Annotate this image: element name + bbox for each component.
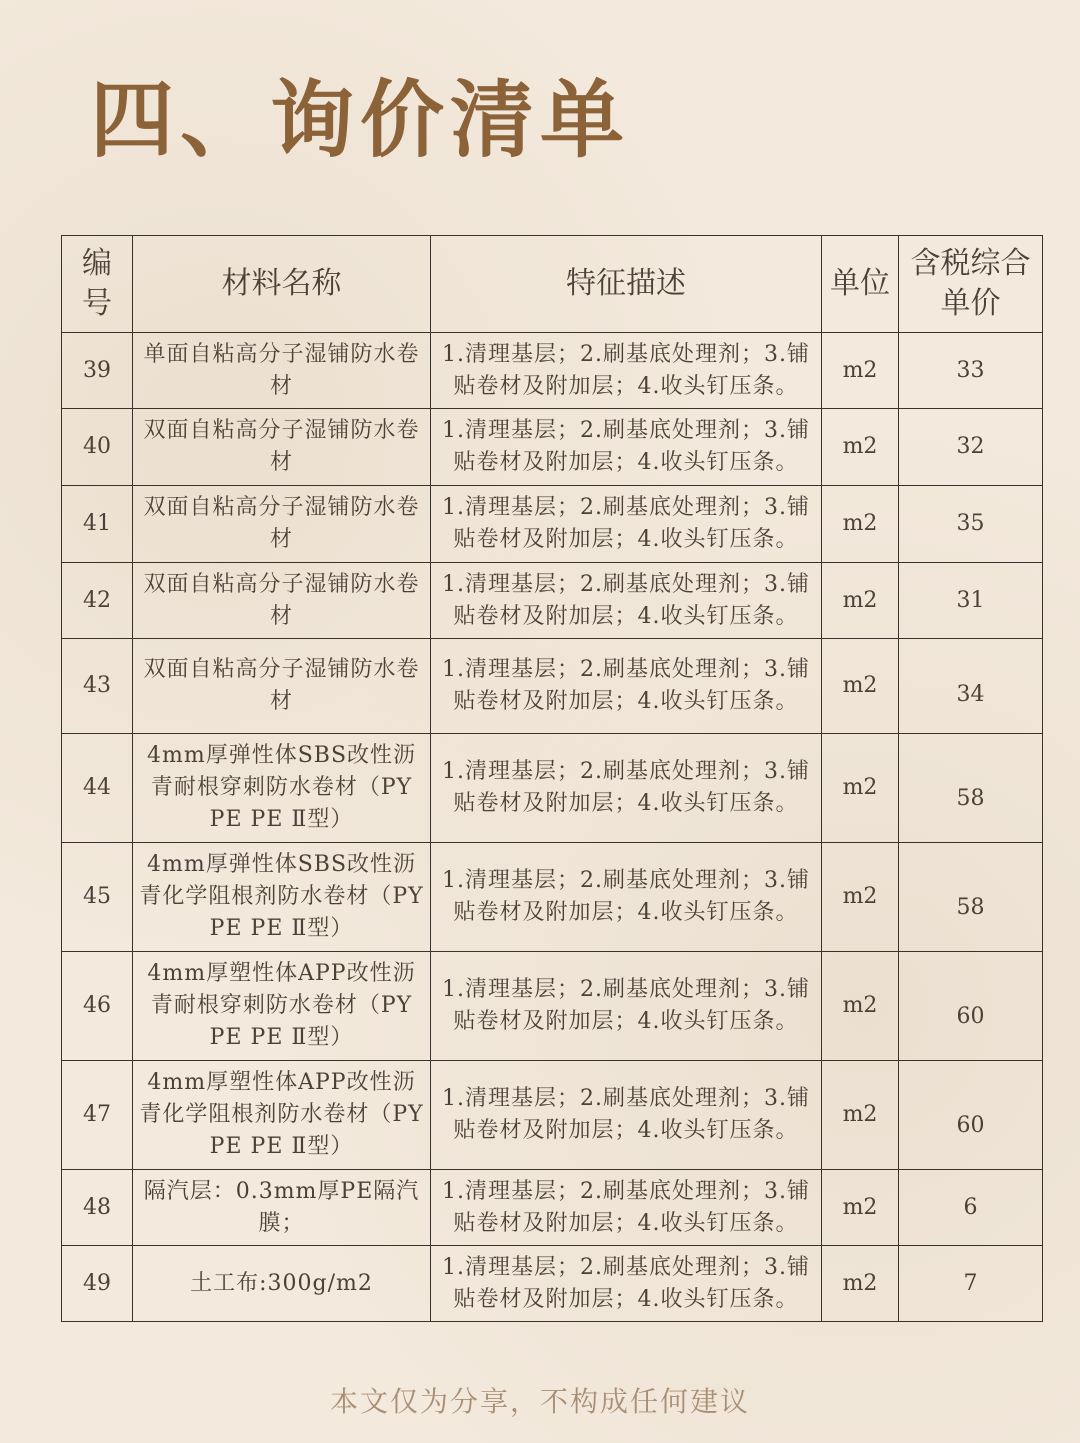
row-price: 7 [899,1246,1043,1322]
row-price: 58 [899,734,1043,843]
table-header-row [62,236,1043,333]
header-price: 含税综合单价 [899,236,1043,333]
table-row [62,639,1043,734]
row-name: 土工布:300g/m2 [133,1246,431,1322]
row-name: 双面自粘高分子湿铺防水卷材 [133,639,431,734]
row-unit: m2 [822,734,899,843]
table-row [62,1061,1043,1170]
row-desc: 1.清理基层；2.刷基底处理剂；3.铺贴卷材及附加层；4.收头钉压条。 [431,843,822,952]
row-name: 双面自粘高分子湿铺防水卷材 [133,563,431,639]
header-name: 材料名称 [133,236,431,333]
row-name: 双面自粘高分子湿铺防水卷材 [133,409,431,486]
row-id: 48 [62,1170,133,1246]
footer-disclaimer: 本文仅为分享，不构成任何建议 [329,1385,750,1418]
table-row [62,952,1043,1061]
row-unit: m2 [822,1170,899,1246]
row-id: 43 [62,639,133,734]
row-desc: 1.清理基层；2.刷基底处理剂；3.铺贴卷材及附加层；4.收头钉压条。 [431,333,822,409]
header-desc: 特征描述 [431,236,822,333]
row-id: 45 [62,843,133,952]
row-id: 42 [62,563,133,639]
row-price: 31 [899,563,1043,639]
row-desc: 1.清理基层；2.刷基底处理剂；3.铺贴卷材及附加层；4.收头钉压条。 [431,734,822,843]
row-id: 40 [62,409,133,486]
row-id: 47 [62,1061,133,1170]
row-id: 49 [62,1246,133,1322]
row-id: 46 [62,952,133,1061]
row-price: 34 [899,639,1043,734]
row-price: 6 [899,1170,1043,1246]
row-unit: m2 [822,843,899,952]
row-unit: m2 [822,409,899,486]
row-price: 33 [899,333,1043,409]
row-name: 4mm厚塑性体APP改性沥青化学阻根剂防水卷材（PY PE PE Ⅱ型） [133,1061,431,1170]
price-table [61,235,1043,1322]
row-name: 单面自粘高分子湿铺防水卷材 [133,333,431,409]
row-name: 4mm厚弹性体SBS改性沥青化学阻根剂防水卷材（PY PE PE Ⅱ型） [133,843,431,952]
table-row [62,563,1043,639]
table-row [62,1170,1043,1246]
table-row [62,843,1043,952]
row-id: 39 [62,333,133,409]
row-unit: m2 [822,639,899,734]
table-row [62,734,1043,843]
row-price: 60 [899,1061,1043,1170]
row-price: 58 [899,843,1043,952]
table-row [62,333,1043,409]
row-name: 4mm厚塑性体APP改性沥青耐根穿刺防水卷材（PY PE PE Ⅱ型） [133,952,431,1061]
page-title: 四、询价清单 [90,71,631,169]
row-unit: m2 [822,1061,899,1170]
row-unit: m2 [822,952,899,1061]
table-row [62,1246,1043,1322]
row-price: 60 [899,952,1043,1061]
row-desc: 1.清理基层；2.刷基底处理剂；3.铺贴卷材及附加层；4.收头钉压条。 [431,639,822,734]
row-price: 35 [899,486,1043,563]
table-row [62,409,1043,486]
row-unit: m2 [822,563,899,639]
row-desc: 1.清理基层；2.刷基底处理剂；3.铺贴卷材及附加层；4.收头钉压条。 [431,409,822,486]
row-name: 4mm厚弹性体SBS改性沥青耐根穿刺防水卷材（PY PE PE Ⅱ型） [133,734,431,843]
row-unit: m2 [822,333,899,409]
row-name: 隔汽层：0.3mm厚PE隔汽膜； [133,1170,431,1246]
table-row [62,486,1043,563]
row-desc: 1.清理基层；2.刷基底处理剂；3.铺贴卷材及附加层；4.收头钉压条。 [431,563,822,639]
row-desc: 1.清理基层；2.刷基底处理剂；3.铺贴卷材及附加层；4.收头钉压条。 [431,952,822,1061]
row-unit: m2 [822,486,899,563]
row-id: 44 [62,734,133,843]
row-unit: m2 [822,1246,899,1322]
row-price: 32 [899,409,1043,486]
row-id: 41 [62,486,133,563]
row-desc: 1.清理基层；2.刷基底处理剂；3.铺贴卷材及附加层；4.收头钉压条。 [431,486,822,563]
row-desc: 1.清理基层；2.刷基底处理剂；3.铺贴卷材及附加层；4.收头钉压条。 [431,1170,822,1246]
header-id: 编号 [62,236,133,333]
header-unit: 单位 [822,236,899,333]
row-name: 双面自粘高分子湿铺防水卷材 [133,486,431,563]
row-desc: 1.清理基层；2.刷基底处理剂；3.铺贴卷材及附加层；4.收头钉压条。 [431,1246,822,1322]
row-desc: 1.清理基层；2.刷基底处理剂；3.铺贴卷材及附加层；4.收头钉压条。 [431,1061,822,1170]
